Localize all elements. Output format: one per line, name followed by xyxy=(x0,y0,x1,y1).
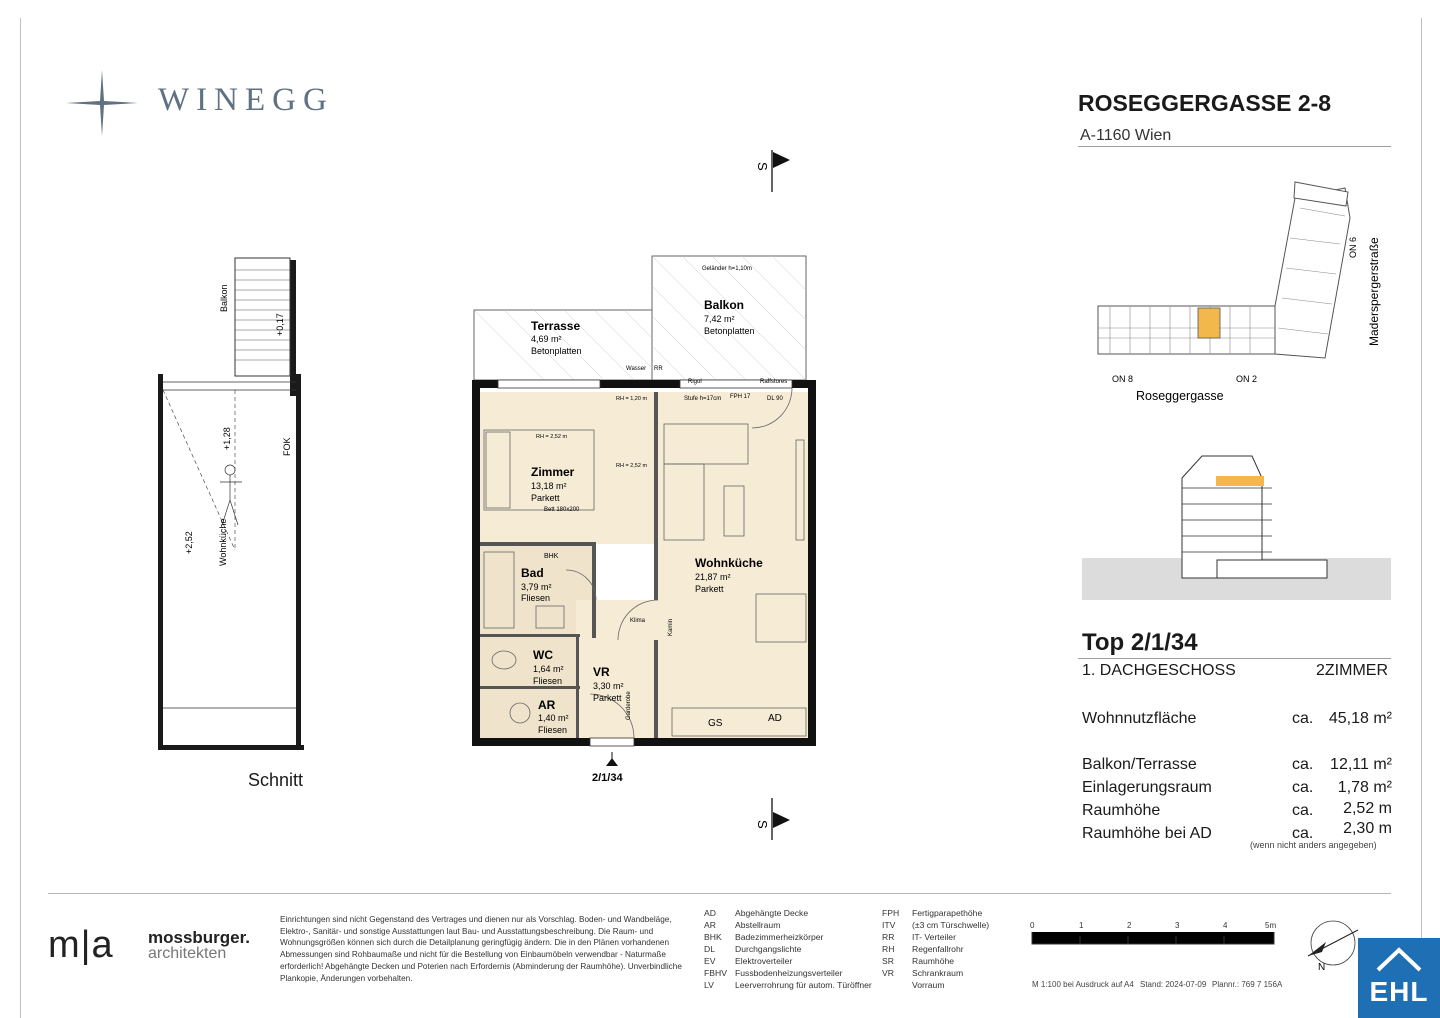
section-wohnkueche-label: Wohnküche xyxy=(218,518,228,566)
note-dl90: DL 90 xyxy=(767,396,783,402)
section-mark-s: S xyxy=(755,162,770,171)
abbrev-code: AD xyxy=(704,908,716,918)
area-value: 12,11 m² xyxy=(1330,756,1392,773)
project-city: A-1160 Wien xyxy=(1080,127,1172,144)
room-ar-name: AR xyxy=(538,698,556,712)
abbrev-text: Fertigparapethöhe xyxy=(912,908,983,918)
abbrev-text: Regenfallrohr xyxy=(912,944,964,954)
abbrev-code: AR xyxy=(704,920,716,930)
note-garderobe: Garderobe xyxy=(626,691,632,720)
unit-title: Top 2/1/34 xyxy=(1082,629,1198,656)
north-label: N xyxy=(1318,962,1326,973)
north-arrow-icon xyxy=(1302,912,1364,974)
scale-tick: 1 xyxy=(1079,921,1084,930)
section-caption: Schnitt xyxy=(248,770,304,790)
note-gs: GS xyxy=(708,718,723,729)
room-terrasse-name: Terrasse xyxy=(531,319,581,333)
area-ca: ca. xyxy=(1292,756,1314,773)
scale-bar xyxy=(1024,918,1284,948)
area-value: 1,78 m² xyxy=(1337,779,1392,796)
section-h128-label: +1,28 xyxy=(222,427,232,450)
abbrev-text: Fussbodenheizungsverteiler xyxy=(735,968,843,978)
note-gelaender: Geländer h=1,10m xyxy=(702,266,752,272)
section-h017-label: +0,17 xyxy=(275,313,285,336)
note-rh252: RH = 2,52 m xyxy=(616,463,648,469)
abbrev-text: Durchgangslichte xyxy=(735,944,802,954)
scale-note: M 1:100 bei Ausdruck auf A4 xyxy=(1032,980,1134,989)
abbrev-code: ITV xyxy=(882,920,896,930)
abbrev-text: Badezimmerheizkörper xyxy=(735,932,824,942)
abbrev-right-texts xyxy=(912,907,989,991)
room-wc-name: WC xyxy=(533,648,553,662)
note-wasser: Wasser xyxy=(626,366,647,372)
unit-rooms: 2ZIMMER xyxy=(1316,662,1388,679)
area-label: Raumhöhe xyxy=(1082,802,1161,819)
room-vr-finish: Parkett xyxy=(593,693,622,703)
unit-floor: 1. DACHGESCHOSS xyxy=(1082,662,1236,679)
house-icon xyxy=(1376,946,1422,972)
areas-note: (wenn nicht anders angegeben) xyxy=(1250,840,1377,850)
note-rr: RR xyxy=(654,366,663,372)
section-balkon-label: Balkon xyxy=(219,284,229,312)
abbrev-text: Leerverrohrung für autom. Türöffner xyxy=(735,980,872,990)
note-kamin: Kamin xyxy=(668,618,674,636)
brand-name: WINEGG xyxy=(158,82,334,118)
section-fok-label: FOK xyxy=(282,437,292,456)
room-balkon-finish: Betonplatten xyxy=(704,326,755,336)
abbrev-text: Abgehängte Decke xyxy=(735,908,809,918)
scale-tick: 4 xyxy=(1223,921,1228,930)
abbrev-code: LV xyxy=(704,980,714,990)
abbrev-left-texts xyxy=(735,907,872,991)
area-label: Wohnnutzfläche xyxy=(1082,710,1197,727)
area-ca: ca. xyxy=(1292,710,1314,727)
room-zimmer-area: 13,18 m² xyxy=(531,481,567,491)
area-value: 2,30 m xyxy=(1343,820,1392,837)
room-terrasse-finish: Betonplatten xyxy=(531,346,582,356)
scale-stand: Stand: 2024-07-09 xyxy=(1140,980,1207,989)
on6-label: ON 6 xyxy=(1348,236,1358,258)
room-bad-finish: Fliesen xyxy=(521,593,551,603)
on8-label: ON 8 xyxy=(1112,374,1134,384)
section-h252-label: +2,52 xyxy=(184,531,194,554)
plan-number: Plannr.: 769 7 156A xyxy=(1212,980,1283,989)
note-rigol: Rigol xyxy=(688,379,702,385)
room-balkon-name: Balkon xyxy=(704,298,745,312)
section-mark-top xyxy=(755,150,790,192)
project-street: ROSEGGERGASSE 2-8 xyxy=(1078,90,1332,116)
abbrev-left-codes xyxy=(704,907,727,991)
area-value: 45,18 m² xyxy=(1328,710,1392,727)
ehl-logo xyxy=(1358,938,1440,1018)
street-label: Roseggergasse xyxy=(1136,389,1224,403)
area-ca: ca. xyxy=(1292,825,1314,842)
abbrev-text: Raumhöhe xyxy=(912,956,955,966)
note-bhk: BHK xyxy=(544,553,559,560)
abbrev-text: Vorraum xyxy=(912,980,945,990)
room-bad-area: 3,79 m² xyxy=(521,582,552,592)
note-klima: Klima xyxy=(630,618,646,624)
entry-label: 2/1/34 xyxy=(592,772,623,784)
abbrev-text: Schrankraum xyxy=(912,968,964,978)
note-raffstores: Raffstores xyxy=(760,379,788,385)
abbrev-code: FBHV xyxy=(704,968,727,978)
area-label: Einlagerungsraum xyxy=(1082,779,1212,796)
room-wohnkueche-name: Wohnküche xyxy=(695,556,763,570)
abbrev-code: BHK xyxy=(704,932,722,942)
room-zimmer-finish: Parkett xyxy=(531,493,560,503)
ehl-text: EHL xyxy=(1369,976,1429,1007)
section-mark-s: S xyxy=(755,820,770,829)
architect-name: mossburger. xyxy=(148,928,251,947)
abbrev-code: EV xyxy=(704,956,716,966)
room-terrasse-area: 4,69 m² xyxy=(531,334,562,344)
abbrev-right-codes xyxy=(882,907,899,979)
room-vr-area: 3,30 m² xyxy=(593,681,624,691)
room-wohnkueche-area: 21,87 m² xyxy=(695,572,731,582)
architect-sub: architekten xyxy=(148,945,227,962)
abbrev-code: DL xyxy=(704,944,715,954)
room-vr-name: VR xyxy=(593,665,610,679)
abbrev-code: SR xyxy=(882,956,894,966)
abbrev-code: VR xyxy=(882,968,894,978)
abbrev-code: RR xyxy=(882,932,895,942)
room-wohnkueche-finish: Parkett xyxy=(695,584,724,594)
room-zimmer-name: Zimmer xyxy=(531,465,575,479)
on2-label: ON 2 xyxy=(1236,374,1258,384)
footer-divider xyxy=(48,893,1391,894)
street2-label: Maderspergerstraße xyxy=(1367,237,1381,346)
area-value: 2,52 m xyxy=(1343,800,1392,817)
room-bad-name: Bad xyxy=(521,566,544,580)
area-ca: ca. xyxy=(1292,779,1314,796)
room-ar-area: 1,40 m² xyxy=(538,713,569,723)
scale-tick: 3 xyxy=(1175,921,1180,930)
note-bett: Bett 180x200 xyxy=(544,507,580,513)
disclaimer: Einrichtungen sind nicht Gegenstand des Vertrages und dienen nur als Vorschlag. Boden- und Wandbeläge, Elektro-, Sanitär- und sonstige Ausstattungen laut Bau- und Ausstattungsbeschreibung. Die Raum- und Wohnungsgrößen können sich durch die Detailplanung geringfügig ändern. Die in den Plänen vorhandenen Abmessungen sind Rohbaumaße und nicht für die Bestellung von Einbaumöbeln verwendbar - Naturmaße erforderlich! Abgehängte Decken und Poterien nach Erfordernis (Abminderung der Raumhöhe). Unverbindliche Plankopie, Änderungen vorbehalten. xyxy=(280,915,682,983)
note-ad: AD xyxy=(768,713,782,724)
abbrev-text: (±3 cm Türschwelle) xyxy=(912,920,990,930)
architect-mark: m|a xyxy=(48,924,114,966)
section-mark-bottom xyxy=(755,798,790,840)
note-stufe: Stufe h=17cm xyxy=(684,396,722,402)
abbrev-text: Abstellraum xyxy=(735,920,781,930)
scale-tick: 5m xyxy=(1265,921,1277,930)
abbrev-code: FPH xyxy=(882,908,900,918)
area-ca: ca. xyxy=(1292,802,1314,819)
abbrev-code: RH xyxy=(882,944,895,954)
scale-tick: 0 xyxy=(1030,921,1035,930)
abbrev-text: IT- Verteiler xyxy=(912,932,956,942)
room-balkon-area: 7,42 m² xyxy=(704,314,735,324)
area-label: Raumhöhe bei AD xyxy=(1082,825,1212,842)
area-label: Balkon/Terrasse xyxy=(1082,756,1197,773)
note-rh252: RH = 2,52 m xyxy=(536,434,568,440)
scale-tick: 2 xyxy=(1127,921,1132,930)
room-ar-finish: Fliesen xyxy=(538,725,568,735)
note-fph17: FPH 17 xyxy=(730,394,751,400)
abbrev-text: Elektroverteiler xyxy=(735,956,793,966)
note-rh120: RH = 1,20 m xyxy=(616,396,648,402)
room-wc-area: 1,64 m² xyxy=(533,664,564,674)
room-wc-finish: Fliesen xyxy=(533,676,563,686)
